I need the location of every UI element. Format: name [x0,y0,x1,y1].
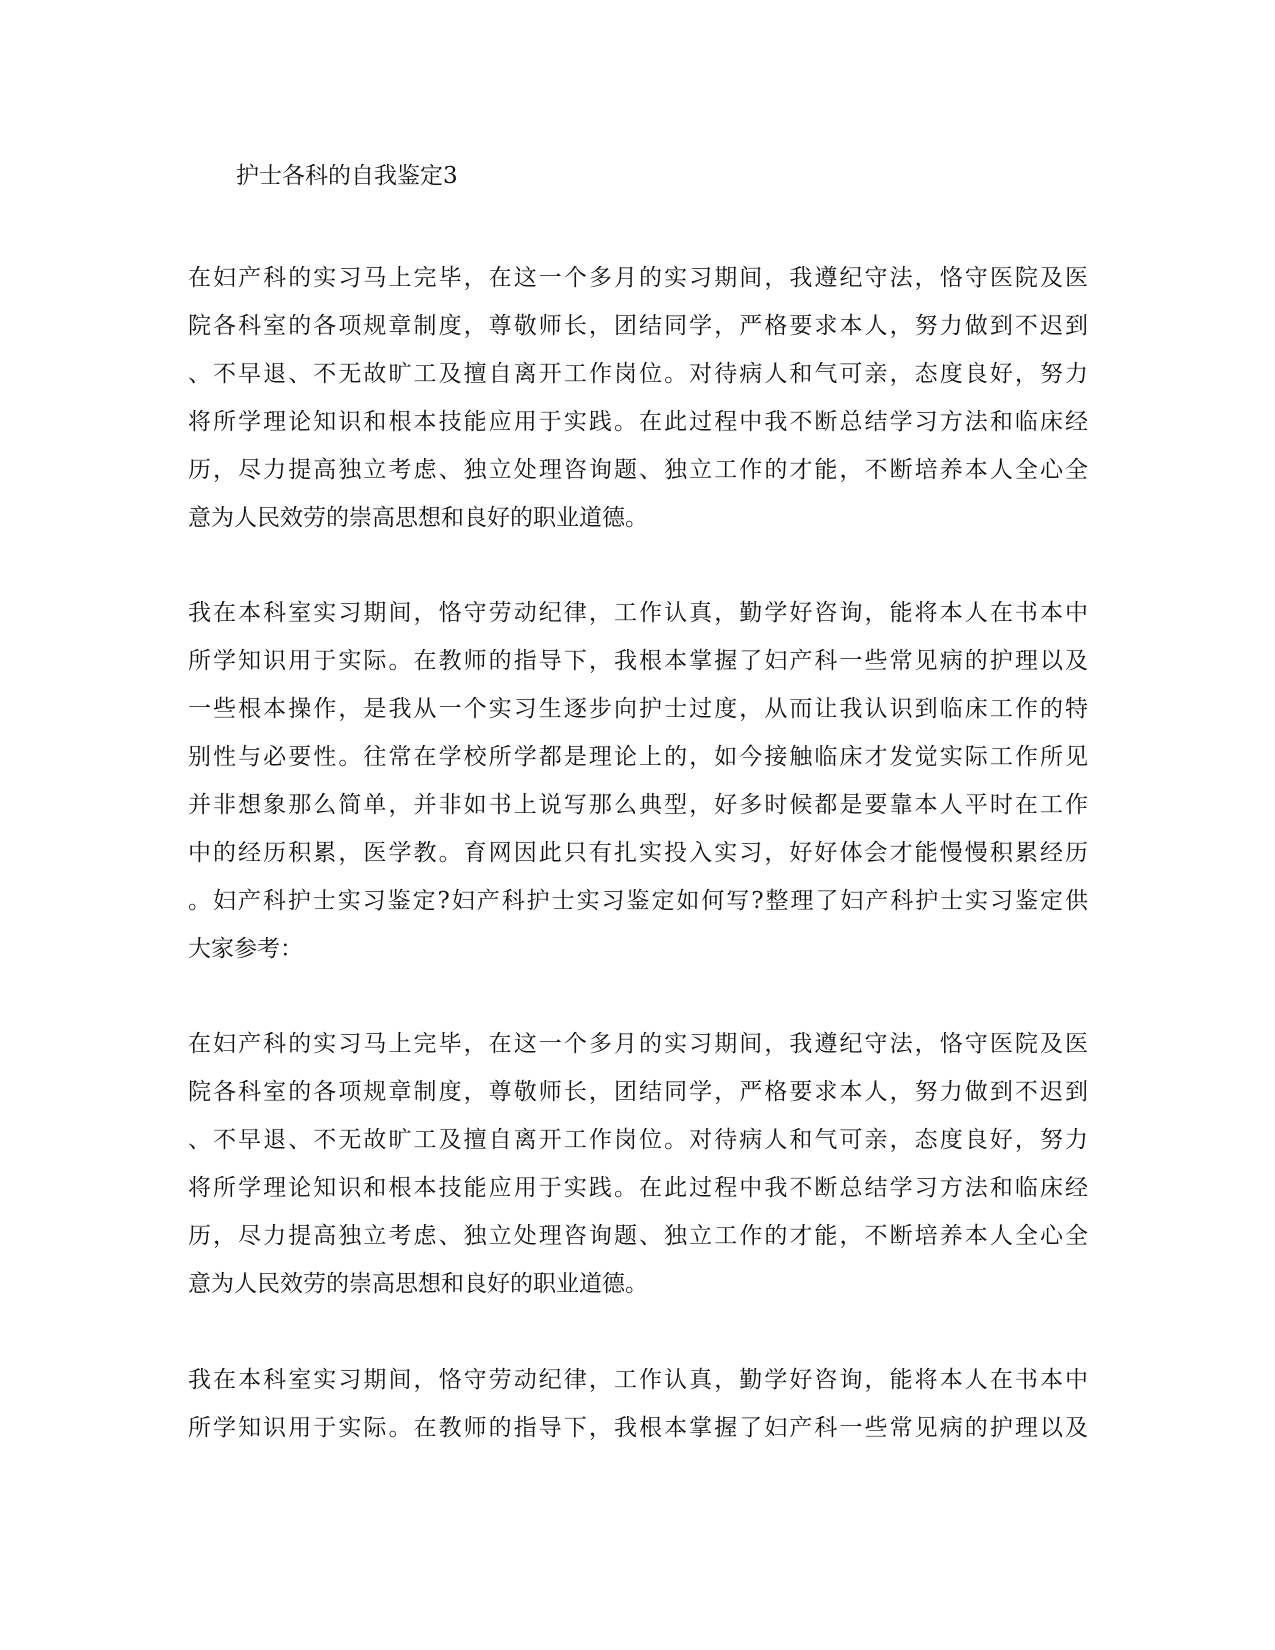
paragraph-line: 所学知识用于实际。在教师的指导下，我根本掌握了妇产科一些常见病的护理以及 [188,1415,1088,1441]
paragraph-1 [188,254,1088,542]
paragraph-line: 历，尽力提高独立考虑、独立处理咨询题、独立工作的才能，不断培养本人全心全 [188,457,1088,483]
paragraph-line: 将所学理论知识和根本技能应用于实践。在此过程中我不断总结学习方法和临床经 [188,409,1088,435]
paragraph-line: 一些根本操作，是我从一个实习生逐步向护士过度，从而让我认识到临床工作的特 [188,696,1088,722]
paragraph-line: 、不早退、不无故旷工及擅自离开工作岗位。对待病人和气可亲，态度良好，努力 [188,1127,1088,1153]
paragraph-4 [188,1356,1088,1452]
paragraph-line: 在妇产科的实习马上完毕，在这一个多月的实习期间，我遵纪守法，恪守医院及医 [188,265,1088,291]
paragraph-line: 、不早退、不无故旷工及擅自离开工作岗位。对待病人和气可亲，态度良好，努力 [188,361,1088,387]
paragraph-line: 意为人民效劳的崇高思想和良好的职业道德。 [188,505,648,531]
paragraph-line: 我在本科室实习期间，恪守劳动纪律，工作认真，勤学好咨询，能将本人在书本中 [188,600,1088,626]
paragraph-line: 并非想象那么简单，并非如书上说写那么典型，好多时候都是要靠本人平时在工作 [188,792,1088,818]
paragraph-line: 大家参考： [188,936,303,962]
paragraph-3 [188,1020,1088,1308]
paragraph-line: 我在本科室实习期间，恪守劳动纪律，工作认真，勤学好咨询，能将本人在书本中 [188,1367,1088,1393]
paragraph-line: 。妇产科护士实习鉴定?妇产科护士实习鉴定如何写?整理了妇产科护士实习鉴定供 [188,888,1088,914]
document-title: 护士各科的自我鉴定3 [236,163,458,189]
paragraph-line: 历，尽力提高独立考虑、独立处理咨询题、独立工作的才能，不断培养本人全心全 [188,1223,1088,1249]
paragraph-line: 将所学理论知识和根本技能应用于实践。在此过程中我不断总结学习方法和临床经 [188,1175,1088,1201]
paragraph-line: 院各科室的各项规章制度，尊敬师长，团结同学，严格要求本人，努力做到不迟到 [188,1079,1088,1105]
paragraph-line: 意为人民效劳的崇高思想和良好的职业道德。 [188,1271,648,1297]
paragraph-line: 所学知识用于实际。在教师的指导下，我根本掌握了妇产科一些常见病的护理以及 [188,648,1088,674]
paragraph-line: 中的经历积累，医学教。育网因此只有扎实投入实习，好好体会才能慢慢积累经历 [188,840,1088,866]
paragraph-line: 院各科室的各项规章制度，尊敬师长，团结同学，严格要求本人，努力做到不迟到 [188,313,1088,339]
paragraph-line: 在妇产科的实习马上完毕，在这一个多月的实习期间，我遵纪守法，恪守医院及医 [188,1031,1088,1057]
paragraph-2 [188,589,1088,973]
paragraph-line: 别性与必要性。往常在学校所学都是理论上的，如今接触临床才发觉实际工作所见 [188,744,1088,770]
